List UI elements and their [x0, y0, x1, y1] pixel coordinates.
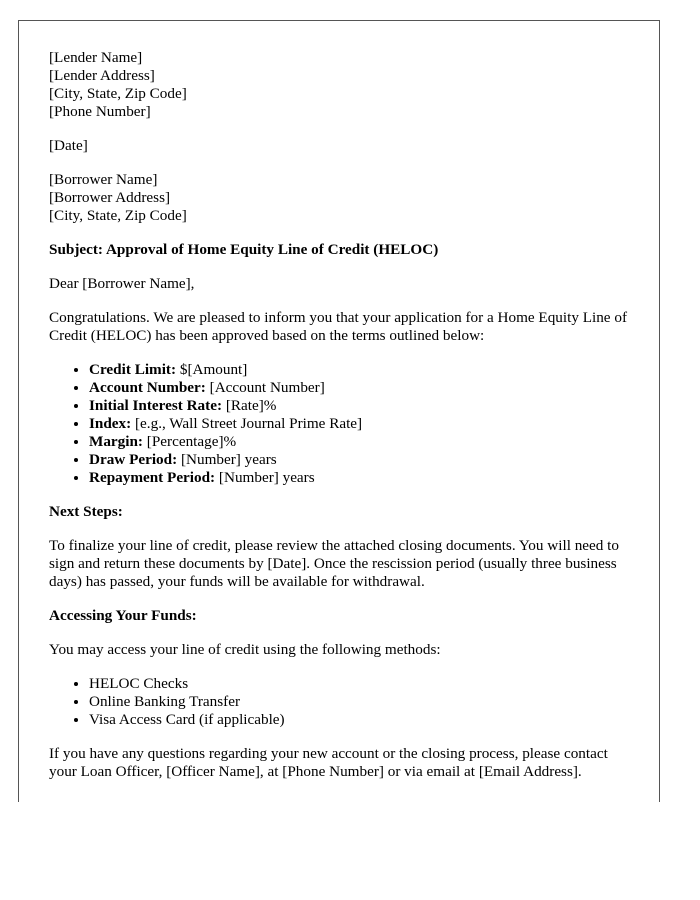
term-item: [89, 361, 634, 379]
access-intro: You may access your line of credit using the following methods:: [49, 641, 441, 658]
intro-paragraph: Congratulations. We are pleased to inform you that your application for a Home Equity Line of Credit (HELOC) has been approved based on the terms outlined below:: [49, 309, 627, 344]
access-method-item: • Online Banking Transfer: [89, 693, 634, 711]
term-item: [89, 433, 634, 451]
letter-content: [49, 49, 634, 797]
terms-list: [49, 361, 634, 487]
term-item: [89, 397, 634, 415]
lender-address: [Lender Address]: [49, 67, 155, 84]
term-label: Margin:: [89, 433, 143, 450]
term-label: Account Number:: [89, 379, 206, 396]
questions-paragraph: If you have any questions regarding your new account or the closing process, please contact your Loan Officer, [Officer Name], at [Phone Number] or via email at [Email Address].: [49, 745, 608, 780]
term-value: [Account Number]: [205, 379, 325, 396]
term-item: [89, 451, 634, 469]
term-label: Initial Interest Rate:: [89, 397, 223, 414]
access-heading: Accessing Your Funds:: [49, 607, 197, 624]
term-item: [89, 379, 634, 397]
term-label: Repayment Period:: [89, 469, 216, 486]
term-value: [Percentage]%: [143, 433, 237, 450]
term-label: Credit Limit:: [89, 361, 177, 378]
access-method-item: • HELOC Checks: [89, 675, 634, 693]
term-value: [Number] years: [215, 469, 315, 486]
subject-line: Subject: Approval of Home Equity Line of Credit (HELOC): [49, 241, 439, 258]
letter-date: [Date]: [49, 137, 88, 154]
term-item: [89, 415, 634, 433]
term-label: Draw Period:: [89, 451, 178, 468]
access-method-item: • Visa Access Card (if applicable): [89, 711, 634, 729]
borrower-block: [49, 171, 634, 225]
lender-phone: [Phone Number]: [49, 103, 151, 120]
term-value: [e.g., Wall Street Journal Prime Rate]: [131, 415, 363, 432]
term-item: [89, 469, 634, 487]
salutation: Dear [Borrower Name],: [49, 275, 195, 292]
term-label: Index:: [89, 415, 132, 432]
lender-block: [49, 49, 634, 121]
borrower-city: [City, State, Zip Code]: [49, 207, 187, 224]
lender-name: [Lender Name]: [49, 49, 143, 66]
term-value: $[Amount]: [176, 361, 248, 378]
letter-page: [18, 20, 660, 802]
next-steps-heading: Next Steps:: [49, 503, 123, 520]
term-value: [Rate]%: [222, 397, 277, 414]
borrower-name: [Borrower Name]: [49, 171, 158, 188]
lender-city: [City, State, Zip Code]: [49, 85, 187, 102]
next-steps-paragraph: To finalize your line of credit, please review the attached closing documents. You will need to sign and return these documents by [Date]. Once the rescission period (usually three business days) has passed, your funds will be available for withdrawal.: [49, 537, 619, 590]
term-value: [Number] years: [177, 451, 277, 468]
borrower-address: [Borrower Address]: [49, 189, 171, 206]
access-methods-list: [49, 675, 634, 729]
